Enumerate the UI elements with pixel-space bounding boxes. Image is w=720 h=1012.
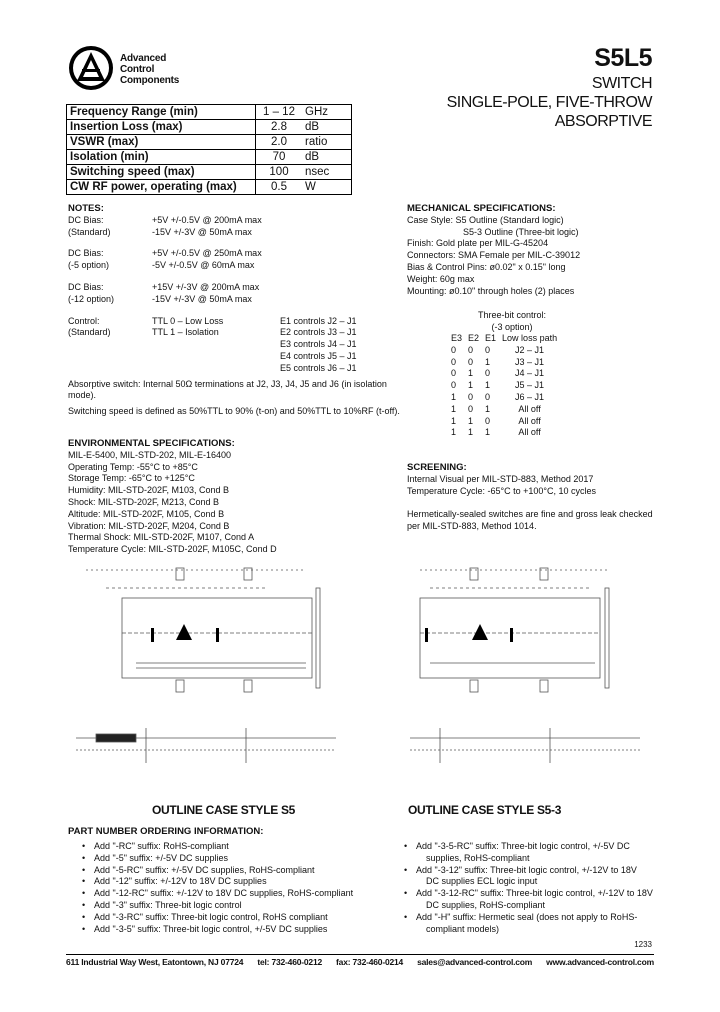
spec-unit: nsec xyxy=(302,165,352,180)
notes-section xyxy=(68,203,408,418)
bias-label: DC Bias: xyxy=(68,248,104,259)
mechanical-line: Mounting: ø0.10" through holes (2) places xyxy=(407,285,575,296)
threebit-path: All off xyxy=(518,415,541,426)
bias-value: -5V +/-0.5V @ 60mA max xyxy=(152,260,255,271)
footer-fax: fax: 732-460-0214 xyxy=(336,957,404,967)
threebit-path: All off xyxy=(518,403,541,414)
bias-label: DC Bias: xyxy=(68,281,104,292)
ordering-list-right xyxy=(402,841,686,935)
bias-block xyxy=(68,282,408,306)
ordering-item-line: DC supplies, RoHS-compliant xyxy=(426,899,546,910)
control-map-item: E5 controls J6 – J1 xyxy=(280,362,357,373)
threebit-cell: 1 xyxy=(451,415,457,426)
control-label: Control: xyxy=(68,315,100,326)
mechanical-line: S5-3 Outline (Three-bit logic) xyxy=(463,226,579,237)
spec-value: 1 – 12 xyxy=(256,105,303,120)
spec-unit: GHz xyxy=(302,105,352,120)
bias-value: +5V +/-0.5V @ 200mA max xyxy=(152,214,262,225)
ordering-item-line: • Add "-3-12" suffix: Three-bit logic control, +/-12V to 18V xyxy=(416,864,637,875)
product-title xyxy=(447,74,652,131)
ordering-item-line: supplies, RoHS-compliant xyxy=(426,852,530,863)
absorptive-note: Absorptive switch: Internal 50Ω terminations at J2, J3, J4, J5 and J6 (in isolation mode). xyxy=(68,378,387,401)
control-block xyxy=(68,316,408,375)
spec-unit: dB xyxy=(302,150,352,165)
company-logo xyxy=(68,45,114,91)
footer-email[interactable]: sales@advanced-control.com xyxy=(417,957,533,967)
bias-block xyxy=(68,248,408,272)
ordering-list-left xyxy=(80,841,404,935)
ordering-heading: PART NUMBER ORDERING INFORMATION: xyxy=(68,826,264,837)
threebit-path: J5 – J1 xyxy=(515,380,545,391)
hermetic-line: Hermetically-sealed switches are fine and gross leak checked xyxy=(407,509,653,520)
screening-line: Internal Visual per MIL-STD-883, Method 2017 xyxy=(407,473,594,484)
ordering-item: • Add "-RC" suffix: RoHS-compliant xyxy=(94,841,404,853)
ordering-item xyxy=(416,888,686,912)
threebit-header-cell: E2 xyxy=(468,333,480,343)
bias-option: (Standard) xyxy=(68,226,111,237)
environmental-section xyxy=(68,438,398,556)
company-name xyxy=(120,53,179,86)
spec-value: 0.5 xyxy=(256,180,303,195)
spec-name: Switching speed (max) xyxy=(67,165,256,180)
environmental-line: Operating Temp: -55°C to +85°C xyxy=(68,461,198,472)
threebit-cell: 0 xyxy=(485,368,491,379)
threebit-table xyxy=(448,333,560,439)
hermetic-line: per MIL-STD-883, Method 1014. xyxy=(407,521,537,532)
spec-row xyxy=(67,135,352,150)
threebit-path: J6 – J1 xyxy=(515,391,545,402)
environmental-line: MIL-E-5400, MIL-STD-202, MIL-E-16400 xyxy=(68,449,232,460)
spec-name: Frequency Range (min) xyxy=(67,105,256,120)
footer-website[interactable]: www.advanced-control.com xyxy=(546,957,654,967)
threebit-path: J2 – J1 xyxy=(515,344,545,355)
threebit-row xyxy=(448,357,560,369)
environmental-heading: ENVIRONMENTAL SPECIFICATIONS: xyxy=(68,438,235,449)
outline-drawing-s5 xyxy=(66,558,356,778)
company-name-line3: Components xyxy=(120,75,180,86)
control-map-item: E3 controls J4 – J1 xyxy=(280,339,357,350)
ordering-item: • Add "-5-RC" suffix: +/-5V DC supplies, RoHS-compliant xyxy=(94,865,404,877)
ordering-item-line: • Add "-H" suffix: Hermetic seal (does not apply to RoHS- xyxy=(416,911,638,922)
bias-label: DC Bias: xyxy=(68,214,104,225)
threebit-cell: 0 xyxy=(485,415,491,426)
ordering-item-line: • Add "-3-12-RC" suffix: Three-bit logic control, +/-12V to 18V xyxy=(416,888,653,899)
spec-row xyxy=(67,120,352,135)
switching-note: Switching speed is defined as 50%TTL to 90% (t-on) and 50%TTL to 10%RF (t-off). xyxy=(68,406,400,417)
threebit-row xyxy=(448,345,560,357)
title-line: SINGLE-POLE, FIVE-THROW xyxy=(446,94,652,111)
ordering-item: • Add "-12" suffix: +/-12V to 18V DC supplies xyxy=(94,876,404,888)
ordering-item: • Add "-3" suffix: Three-bit logic control xyxy=(94,900,404,912)
mechanical-line: Weight: 60g max xyxy=(407,273,475,284)
threebit-path: J4 – J1 xyxy=(515,368,545,379)
environmental-line: Shock: MIL-STD-202F, M213, Cond B xyxy=(68,496,220,507)
ordering-item: • Add "-12-RC" suffix: +/-12V to 18V DC supplies, RoHS-compliant xyxy=(94,888,404,900)
threebit-cell: 1 xyxy=(451,427,457,438)
threebit-row xyxy=(448,416,560,428)
threebit-header xyxy=(448,333,560,345)
spec-name: Insertion Loss (max) xyxy=(67,120,256,135)
screening-section xyxy=(407,462,677,533)
bias-block xyxy=(68,215,408,239)
threebit-cell: 0 xyxy=(468,356,474,367)
threebit-cell: 1 xyxy=(468,368,474,379)
threebit-title-line: (-3 option) xyxy=(491,321,533,332)
bias-value: +15V +/-3V @ 200mA max xyxy=(152,281,260,292)
spec-row xyxy=(67,105,352,120)
spec-row xyxy=(67,165,352,180)
spec-name: CW RF power, operating (max) xyxy=(67,180,256,195)
threebit-header-cell: E1 xyxy=(485,333,497,343)
control-option: (Standard) xyxy=(68,327,111,338)
ordering-item-line: DC supplies ECL logic input xyxy=(426,876,538,887)
threebit-cell: 0 xyxy=(485,344,491,355)
threebit-cell: 0 xyxy=(468,391,474,402)
environmental-line: Vibration: MIL-STD-202F, M204, Cond B xyxy=(68,520,230,531)
control-map-item: E2 controls J3 – J1 xyxy=(280,327,357,338)
spec-row xyxy=(67,180,352,195)
caption-s5-3: OUTLINE CASE STYLE S5-3 xyxy=(408,803,562,817)
spec-unit: W xyxy=(302,180,352,195)
bias-value: +5V +/-0.5V @ 250mA max xyxy=(152,248,262,259)
mechanical-section xyxy=(407,203,657,297)
bias-value: -15V +/-3V @ 50mA max xyxy=(152,293,252,304)
part-number: S5L5 xyxy=(594,44,652,72)
threebit-title xyxy=(452,310,572,334)
threebit-cell: 0 xyxy=(451,368,457,379)
threebit-cell: 1 xyxy=(485,403,491,414)
mechanical-line: Connectors: SMA Female per MIL-C-39012 xyxy=(407,250,581,261)
outline-drawing-s5-3 xyxy=(400,558,650,778)
ordering-item-line: • Add "-3-5-RC" suffix: Three-bit logic control, +/-5V DC xyxy=(416,841,630,851)
threebit-row xyxy=(448,380,560,392)
company-name-line2: Control xyxy=(120,64,155,75)
ordering-item: • Add "-5" suffix: +/-5V DC supplies xyxy=(94,853,404,865)
ordering-item xyxy=(416,865,686,889)
ordering-item xyxy=(416,841,686,865)
spec-row xyxy=(67,150,352,165)
threebit-row xyxy=(448,404,560,416)
footer-tel: tel: 732-460-0212 xyxy=(257,957,323,967)
threebit-cell: 1 xyxy=(468,427,474,438)
ordering-item-line: compliant models) xyxy=(426,923,500,934)
ordering-item: • Add "-3-5" suffix: Three-bit logic control, +/-5V DC supplies xyxy=(94,924,404,936)
threebit-cell: 1 xyxy=(451,391,457,402)
threebit-cell: 0 xyxy=(468,403,474,414)
threebit-title-line: Three-bit control: xyxy=(477,310,547,320)
threebit-path: All off xyxy=(518,427,541,438)
threebit-cell: 0 xyxy=(468,344,474,355)
threebit-cell: 0 xyxy=(485,391,491,402)
title-line: ABSORPTIVE xyxy=(554,113,652,130)
mechanical-line: Finish: Gold plate per MIL-G-45204 xyxy=(407,238,549,249)
threebit-row xyxy=(448,392,560,404)
spec-unit: ratio xyxy=(302,135,352,150)
spec-value: 2.0 xyxy=(256,135,303,150)
control-map-item: E1 controls J2 – J1 xyxy=(280,315,357,326)
spec-table xyxy=(66,104,352,195)
environmental-line: Humidity: MIL-STD-202F, M103, Cond B xyxy=(68,485,230,496)
threebit-cell: 1 xyxy=(468,380,474,391)
ordering-item xyxy=(416,912,686,936)
control-map-item: E4 controls J5 – J1 xyxy=(280,350,357,361)
spec-value: 70 xyxy=(256,150,303,165)
threebit-cell: 1 xyxy=(468,415,474,426)
control-ttl0: TTL 0 – Low Loss xyxy=(152,315,224,326)
bias-option: (-12 option) xyxy=(68,293,115,304)
spec-value: 2.8 xyxy=(256,120,303,135)
footer xyxy=(66,954,654,967)
threebit-path: J3 – J1 xyxy=(515,356,545,367)
ordering-item: • Add "-3-RC" suffix: Three-bit logic control, RoHS compliant xyxy=(94,912,404,924)
company-name-line1: Advanced xyxy=(120,53,167,64)
spec-name: VSWR (max) xyxy=(67,135,256,150)
spec-name: Isolation (min) xyxy=(67,150,256,165)
spec-unit: dB xyxy=(302,120,352,135)
mechanical-heading: MECHANICAL SPECIFICATIONS: xyxy=(407,203,556,214)
mechanical-line: Bias & Control Pins: ø0.02" x 0.15" long xyxy=(407,261,566,272)
environmental-line: Altitude: MIL-STD-202F, M105, Cond B xyxy=(68,508,225,519)
threebit-cell: 0 xyxy=(451,344,457,355)
screening-heading: SCREENING: xyxy=(407,462,467,473)
threebit-cell: 1 xyxy=(485,427,491,438)
bias-option: (-5 option) xyxy=(68,260,110,271)
threebit-cell: 1 xyxy=(485,380,491,391)
threebit-row xyxy=(448,427,560,439)
caption-s5: OUTLINE CASE STYLE S5 xyxy=(152,803,296,817)
environmental-line: Temperature Cycle: MIL-STD-202F, M105C, Cond D xyxy=(68,544,277,555)
mechanical-line: Case Style: S5 Outline (Standard logic) xyxy=(407,214,564,225)
threebit-cell: 1 xyxy=(485,356,491,367)
footer-address: 611 Industrial Way West, Eatontown, NJ 07724 xyxy=(66,957,244,967)
bias-value: -15V +/-3V @ 50mA max xyxy=(152,226,252,237)
threebit-row xyxy=(448,368,560,380)
title-line: SWITCH xyxy=(591,75,652,92)
threebit-header-cell: E3 xyxy=(451,333,463,343)
environmental-line: Thermal Shock: MIL-STD-202F, M107, Cond A xyxy=(68,532,255,543)
threebit-cell: 0 xyxy=(451,380,457,391)
spec-value: 100 xyxy=(256,165,303,180)
screening-line: Temperature Cycle: -65°C to +100°C, 10 cycles xyxy=(407,485,597,496)
threebit-cell: 1 xyxy=(451,403,457,414)
threebit-cell: 0 xyxy=(451,356,457,367)
threebit-header-cell: Low loss path xyxy=(502,333,558,343)
page-code: 1233 xyxy=(634,940,652,949)
control-ttl1: TTL 1 – Isolation xyxy=(152,327,219,338)
notes-heading: NOTES: xyxy=(68,203,104,214)
environmental-line: Storage Temp: -65°C to +125°C xyxy=(68,473,195,484)
